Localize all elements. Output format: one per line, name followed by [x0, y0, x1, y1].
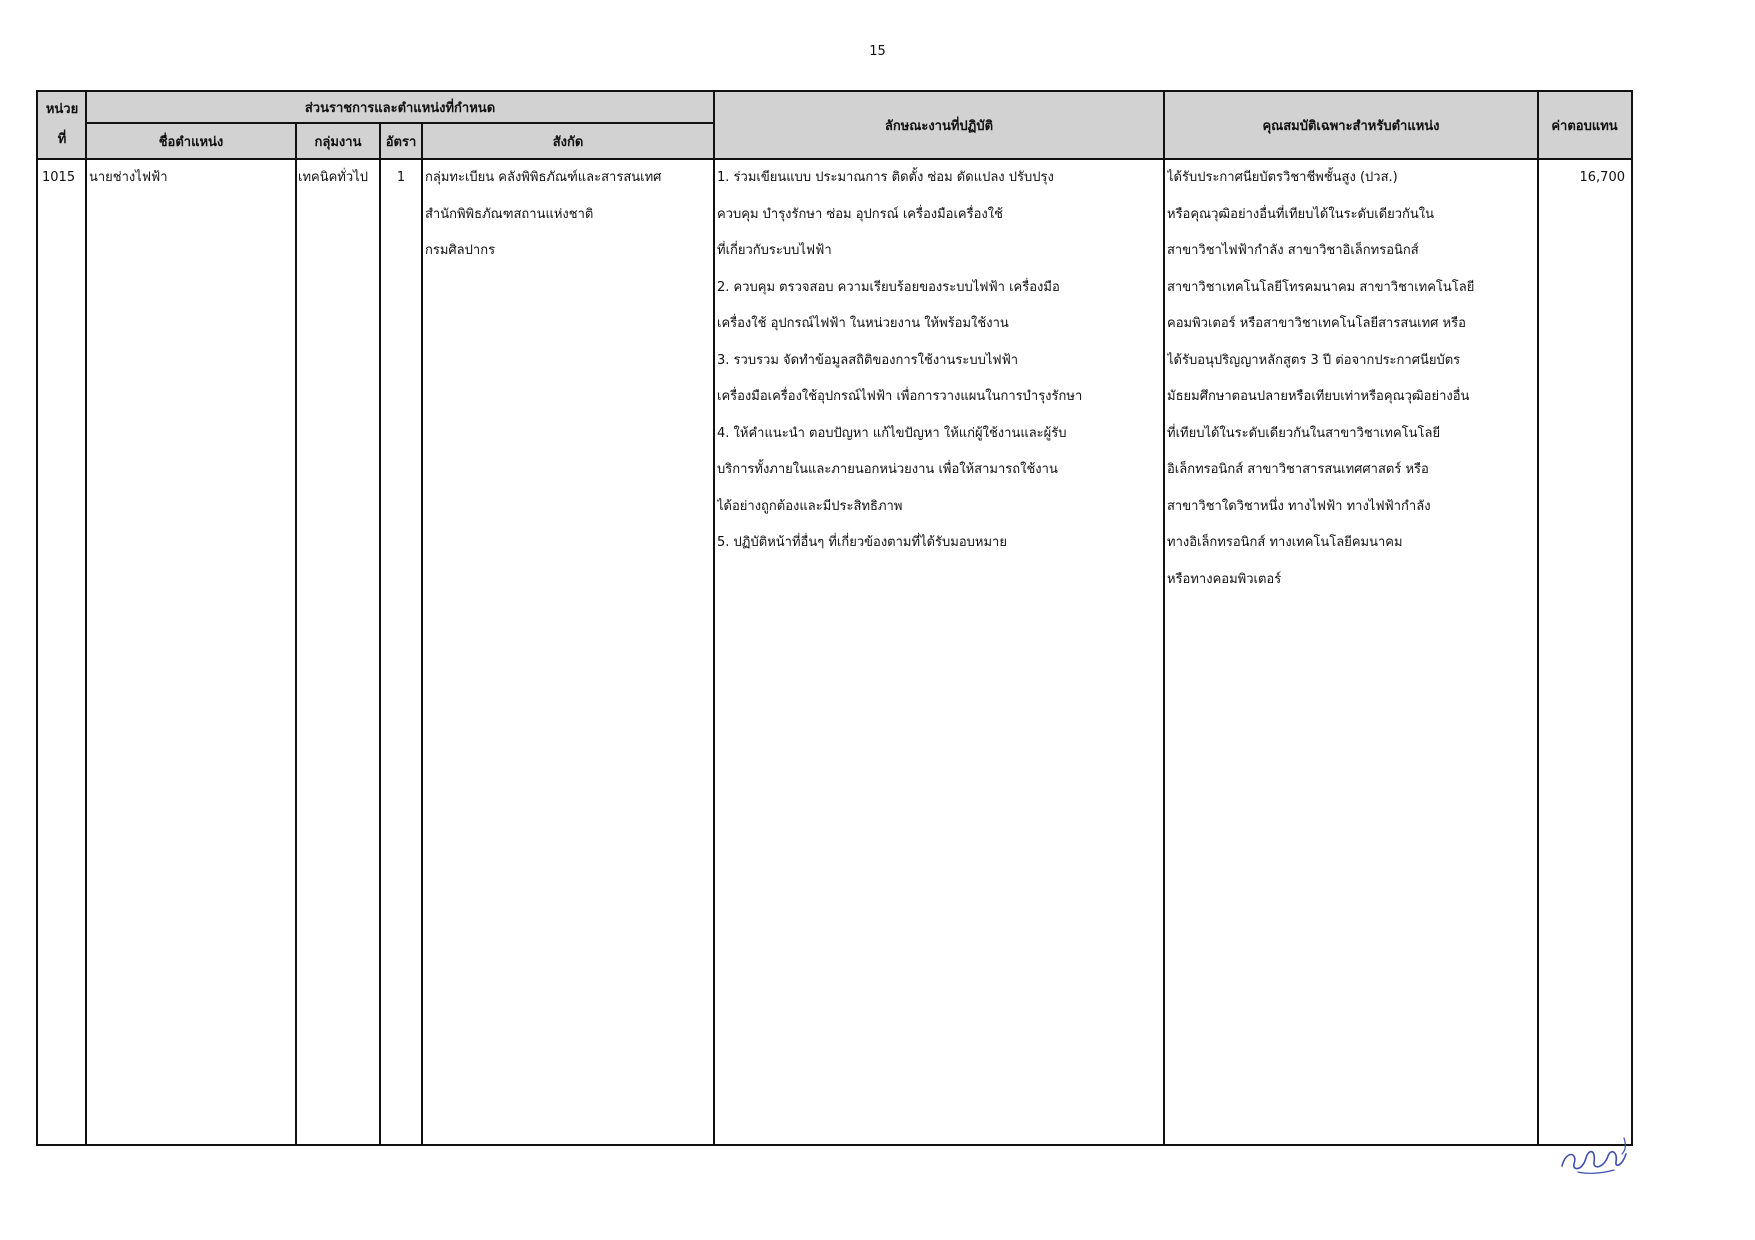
header-unit-no: [38, 92, 86, 160]
duty-line: ได้อย่างถูกต้องและมีประสิทธิภาพ: [717, 498, 903, 514]
col-line: [713, 92, 715, 1144]
cell-qualifications: [1167, 160, 1535, 598]
qualification-line: สาขาวิชาเทคโนโลยีโทรคมนาคม สาขาวิชาเทคโนโลยี: [1167, 279, 1475, 295]
page-number: 15: [869, 44, 886, 59]
col-line: [421, 124, 423, 1144]
signature-stroke: [1578, 1170, 1614, 1173]
col-line: [295, 124, 297, 1144]
affiliation-line: สำนักพิพิธภัณฑสถานแห่งชาติ: [425, 206, 594, 222]
duty-line: บริการทั้งภายในและภายนอกหน่วยงาน เพื่อให้สามารถใช้งาน: [717, 462, 1058, 477]
header-group-title: ส่วนราชการและตำแหน่งที่กำหนด: [86, 92, 714, 124]
duty-line: เครื่องใช้ อุปกรณ์ไฟฟ้า ในหน่วยงาน ให้พร้อมใช้งาน: [717, 316, 1009, 331]
duty-line: 5. ปฏิบัติหน้าที่อื่นๆ ที่เกี่ยวข้องตามที่ได้รับมอบหมาย: [717, 535, 1007, 550]
header-rate: อัตรา: [380, 124, 422, 160]
header-position-name: ชื่อตำแหน่ง: [86, 124, 296, 160]
qualification-line: ที่เทียบได้ในระดับเดียวกันในสาขาวิชาเทคโนโลยี: [1167, 425, 1441, 441]
header-unit-no-bottom: ที่: [57, 132, 67, 147]
cell-duties: [717, 160, 1161, 562]
qualification-line: หรือทางคอมพิวเตอร์: [1167, 571, 1282, 587]
qualification-line: ได้รับอนุปริญญาหลักสูตร 3 ปี ต่อจากประกาศนียบัตร: [1167, 352, 1461, 368]
duty-line: ควบคุม บำรุงรักษา ซ่อม อุปกรณ์ เครื่องมือเครื่องใช้: [717, 206, 1003, 222]
col-line: [1163, 92, 1165, 1144]
qualification-line: ทางอิเล็กทรอนิกส์ ทางเทคโนโลยีคมนาคม: [1167, 535, 1403, 550]
qualification-line: อิเล็กทรอนิกส์ สาขาวิชาสารสนเทศศาสตร์ หรือ: [1167, 462, 1429, 477]
qualification-line: ได้รับประกาศนียบัตรวิชาชีพชั้นสูง (ปวส.): [1167, 170, 1398, 185]
affiliation-line: กรมศิลปากร: [425, 243, 496, 258]
col-line: [379, 124, 381, 1144]
header-affiliation: สังกัด: [422, 124, 714, 160]
cell-work-group: เทคนิคทั่วไป: [298, 170, 368, 185]
duty-line: 3. รวบรวม จัดทำข้อมูลสถิติของการใช้งานระบบไฟฟ้า: [717, 352, 1019, 368]
header-qualifications: คุณสมบัติเฉพาะสำหรับตำแหน่ง: [1164, 92, 1538, 160]
header-duties: ลักษณะงานที่ปฏิบัติ: [714, 92, 1164, 160]
signature-mark: [1556, 1128, 1636, 1178]
col-line: [85, 92, 87, 1144]
cell-affiliation: [425, 160, 711, 270]
duty-line: ที่เกี่ยวกับระบบไฟฟ้า: [717, 243, 832, 258]
header-work-group: กลุ่มงาน: [296, 124, 380, 160]
duty-line: เครื่องมือเครื่องใช้อุปกรณ์ไฟฟ้า เพื่อการวางแผนในการบำรุงรักษา: [717, 389, 1083, 404]
qualification-line: มัธยมศึกษาตอนปลายหรือเทียบเท่าหรือคุณวุฒิอย่างอื่น: [1167, 389, 1470, 404]
header-unit-no-top: หน่วย: [45, 102, 79, 117]
qualification-line: สาขาวิชาไฟฟ้ากำลัง สาขาวิชาอิเล็กทรอนิกส์: [1167, 243, 1419, 258]
col-line: [1537, 92, 1539, 1144]
signature-stroke: [1562, 1152, 1626, 1169]
duty-line: 1. ร่วมเขียนแบบ ประมาณการ ติดตั้ง ซ่อม ดัดแปลง ปรับปรุง: [717, 170, 1054, 185]
duty-line: 2. ควบคุม ตรวจสอบ ความเรียบร้อยของระบบไฟฟ้า เครื่องมือ: [717, 279, 1060, 295]
qualification-line: คอมพิวเตอร์ หรือสาขาวิชาเทคโนโลยีสารสนเทศ หรือ: [1167, 316, 1466, 331]
affiliation-line: กลุ่มทะเบียน คลังพิพิธภัณฑ์และสารสนเทศ: [425, 170, 662, 185]
position-table: [36, 90, 1633, 1146]
signature-stroke: [1622, 1138, 1625, 1154]
cell-position-name: นายช่างไฟฟ้า: [89, 170, 168, 185]
duty-line: 4. ให้คำแนะนำ ตอบปัญหา แก้ไขปัญหา ให้แก่ผู้ใช้งานและผู้รับ: [717, 425, 1067, 441]
qualification-line: หรือคุณวุฒิอย่างอื่นที่เทียบได้ในระดับเดียวกันใน: [1167, 206, 1435, 222]
header-compensation: ค่าตอบแทน: [1538, 92, 1631, 160]
cell-compensation: 16,700: [1579, 170, 1625, 185]
cell-rate: 1: [396, 170, 406, 185]
qualification-line: สาขาวิชาใดวิชาหนึ่ง ทางไฟฟ้า ทางไฟฟ้ากำลัง: [1167, 498, 1431, 514]
cell-unit-no: 1015: [42, 170, 76, 185]
